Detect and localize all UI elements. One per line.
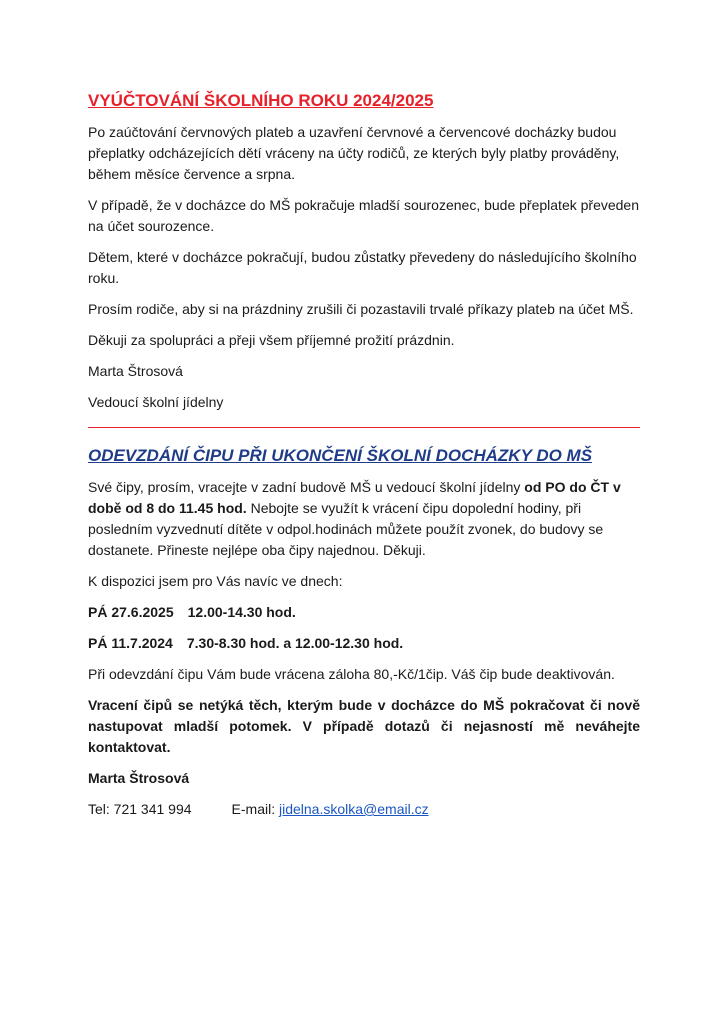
chip-paragraph-1 (88, 477, 640, 561)
billing-paragraph-4: Prosím rodiče, aby si na prázdniny zrušili či pozastavili trvalé příkazy plateb na účet MŠ. (88, 301, 634, 317)
chip-signature-name: Marta Štrosová (88, 770, 190, 786)
schedule-time: 7.30-8.30 hod. a 12.00-12.30 hod. (186, 635, 404, 651)
email-label: E-mail: (231, 801, 279, 817)
contact-line (88, 799, 640, 820)
billing-paragraph-2: V případě, že v docházce do MŠ pokračuje mladší sourozenec, bude přeplatek převeden na účet sourozence. (88, 197, 639, 234)
document-content (88, 90, 640, 830)
schedule-row (88, 633, 640, 654)
chip-paragraph-2: K dispozici jsem pro Vás navíc ve dnech: (88, 573, 343, 589)
section-title-chip-return: ODEVZDÁNÍ ČIPU PŘI UKONČENÍ ŠKOLNÍ DOCHÁZKY DO MŠ (88, 446, 593, 465)
email-link[interactable]: jidelna.skolka@email.cz (278, 801, 429, 817)
chip-paragraph-1-start: Své čipy, prosím, vracejte v zadní budově MŠ u vedoucí školní jídelny (88, 479, 525, 495)
chip-paragraph-4: Vracení čipů se netýká těch, kterým bude v docházce do MŠ pokračovat či nově nastupovat mladší potomek. V případě dotazů či nejasností mě neváhejte kontaktovat. (88, 697, 640, 755)
billing-paragraph-5: Děkuji za spolupráci a přeji všem příjemné prožití prázdnin. (88, 332, 455, 348)
billing-paragraph-1: Po zaúčtování červnových plateb a uzavření červnové a červencové docházky budou přeplatky odcházejících dětí vráceny na účty rodičů, ze kterých byly platby prováděny, během měsíce července a srpna. (88, 124, 620, 182)
billing-paragraph-3: Dětem, které v docházce pokračují, budou zůstatky převedeny do následujícího školního roku. (88, 249, 637, 286)
section-divider (88, 427, 640, 428)
section-title-billing: VYÚČTOVÁNÍ ŠKOLNÍHO ROKU 2024/2025 (88, 91, 434, 110)
schedule-time: 12.00-14.30 hod. (187, 604, 296, 620)
signature-role: Vedoucí školní jídelny (88, 394, 224, 410)
schedule-date: PÁ 11.7.2024 (88, 635, 173, 651)
signature-name: Marta Štrosová (88, 363, 183, 379)
chip-paragraph-3: Při odevzdání čipu Vám bude vrácena záloha 80,-Kč/1čip. Váš čip bude deaktivován. (88, 666, 615, 682)
schedule-row (88, 602, 640, 623)
chip-paragraph-1-end: Nebojte se využít k vrácení čipu dopolední hodiny, při posledním vyzvednutí dítěte v odpol.hodinách můžete použít zvonek, do budovy se dostanete. Přineste nejlépe oba čipy najednou. Děkuji. (88, 500, 604, 558)
office-hours: od PO do ČT v době od 8 do 11.45 hod. (88, 479, 621, 516)
schedule-date: PÁ 27.6.2025 (88, 604, 174, 620)
phone-number: Tel: 721 341 994 (88, 801, 192, 817)
